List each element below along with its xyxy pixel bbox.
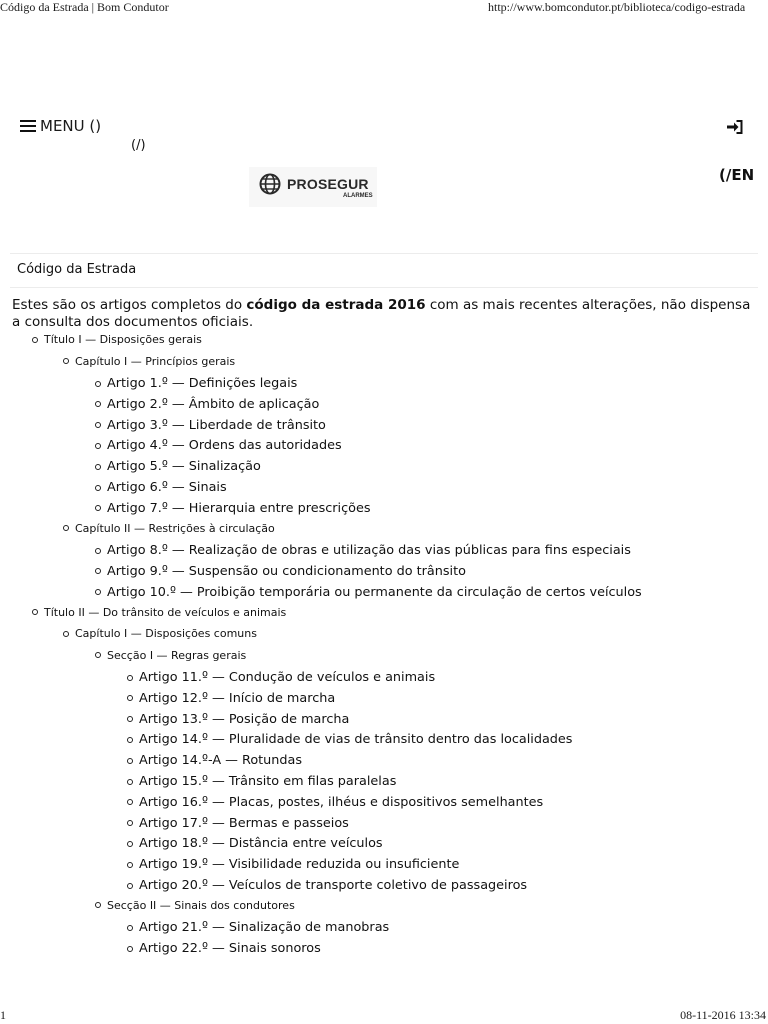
bullet-icon	[95, 401, 101, 407]
toc-line-text: Artigo 22.º — Sinais sonoros	[139, 941, 321, 957]
bullet-icon	[127, 799, 133, 805]
intro-highlight: código da estrada 2016	[246, 297, 426, 313]
bullet-icon	[127, 883, 133, 889]
bullet-icon	[63, 525, 69, 531]
bullet-icon	[95, 568, 101, 574]
toc-article-link[interactable]	[95, 376, 297, 391]
intro-text: Estes são os artigos completos do	[12, 297, 247, 313]
toc-article-link[interactable]	[127, 753, 302, 768]
toc-line-text: Capítulo I — Princípios gerais	[75, 354, 236, 368]
toc-line-text: Artigo 15.º — Trânsito em filas paralelas	[139, 774, 397, 789]
toc-line-text: Artigo 3.º — Liberdade de trânsito	[107, 417, 326, 433]
page-title: Código da Estrada	[17, 262, 137, 277]
bullet-icon	[95, 652, 101, 658]
toc-line-text: Artigo 17.º — Bermas e passeios	[139, 815, 349, 831]
toc-line-text: Artigo 14.º-A — Rotundas	[139, 753, 303, 769]
toc-line-text: Secção II — Sinais dos condutores	[107, 898, 295, 912]
bullet-icon	[95, 485, 101, 491]
toc-article-link[interactable]	[95, 543, 631, 558]
toc-section-link[interactable]	[95, 899, 295, 912]
toc-line-text: Artigo 13.º — Posição de marcha	[139, 711, 350, 727]
divider	[10, 253, 758, 254]
bullet-icon	[95, 548, 101, 554]
toc-article-link[interactable]	[127, 712, 349, 727]
toc-article-link[interactable]	[127, 857, 459, 872]
toc-line-text: Artigo 2.º — Âmbito de aplicação	[107, 396, 320, 412]
toc-line-text: Artigo 21.º — Sinalização de manobras	[139, 920, 390, 936]
bullet-icon	[127, 841, 133, 847]
toc-article-link[interactable]	[127, 774, 396, 789]
toc-line-text: Artigo 20.º — Veículos de transporte coletivo de passageiros	[139, 878, 528, 893]
toc-line-text: Artigo 12.º — Início de marcha	[139, 690, 336, 706]
toc-article-link[interactable]	[95, 585, 642, 600]
toc-line-text: Artigo 10.º — Proibição temporária ou permanente da circulação de certos veículos	[107, 584, 642, 600]
toc-section-link[interactable]	[63, 627, 257, 640]
toc-line-text: Artigo 18.º — Distância entre veículos	[139, 836, 383, 852]
divider	[10, 287, 758, 288]
print-header-url: http://www.bomcondutor.pt/biblioteca/codigo-estrada	[488, 0, 746, 14]
toc-article-link[interactable]	[127, 670, 435, 685]
intro-text-end: com as mais recentes alterações, não dispensa a consulta dos documentos oficiais.	[12, 297, 751, 330]
bullet-icon	[127, 716, 133, 722]
toc-line-text: Artigo 7.º — Hierarquia entre prescrições	[107, 500, 371, 516]
toc-article-link[interactable]	[127, 878, 527, 893]
banner-brand: PROSEGUR	[287, 176, 369, 192]
print-header-title: Código da Estrada | Bom Condutor	[0, 0, 169, 14]
toc-line-text: Capítulo II — Restrições à circulação	[75, 521, 275, 535]
toc-article-link[interactable]	[95, 418, 326, 433]
toc-article-link[interactable]	[127, 691, 335, 706]
print-page-number: 1	[0, 1008, 6, 1022]
banner-subtitle: ALARMES	[343, 193, 373, 199]
intro-paragraph	[12, 297, 762, 331]
toc-article-link[interactable]	[95, 438, 342, 453]
bullet-icon	[127, 758, 133, 764]
bullet-icon	[127, 675, 133, 681]
toc-article-link[interactable]	[95, 459, 261, 474]
bullet-icon	[95, 443, 101, 449]
menu-button[interactable]	[20, 117, 101, 135]
toc-line-text: Secção I — Regras gerais	[107, 648, 247, 662]
bullet-icon	[63, 358, 69, 364]
toc-line-text: Capítulo I — Disposições comuns	[75, 627, 257, 640]
advertisement-banner[interactable]	[249, 167, 377, 207]
menu-label: MENU ()	[40, 117, 102, 135]
toc-article-link[interactable]	[127, 732, 572, 747]
bullet-icon	[95, 505, 101, 511]
toc-line-text: Artigo 1.º — Definições legais	[107, 376, 298, 391]
bullet-icon	[127, 695, 133, 701]
toc-line-text: Artigo 9.º — Suspensão ou condicionamento do trânsito	[107, 563, 466, 579]
toc-section-link[interactable]	[63, 355, 235, 368]
toc-section-link[interactable]	[95, 649, 246, 662]
toc-section-link[interactable]	[32, 333, 202, 346]
toc-line-text: Artigo 11.º — Condução de veículos e animais	[139, 670, 436, 685]
toc-line-text: Artigo 6.º — Sinais	[107, 480, 227, 495]
home-link[interactable]: (/)	[131, 138, 146, 153]
toc-article-link[interactable]	[95, 501, 371, 516]
toc-line-text: Artigo 19.º — Visibilidade reduzida ou insuficiente	[139, 857, 460, 873]
bullet-icon	[63, 631, 69, 637]
bullet-icon	[32, 337, 38, 343]
toc-article-link[interactable]	[95, 480, 227, 495]
bullet-icon	[95, 422, 101, 428]
bullet-icon	[95, 902, 101, 908]
bullet-icon	[95, 589, 101, 595]
bullet-icon	[127, 820, 133, 826]
print-datetime: 08-11-2016 13:34	[680, 1008, 766, 1022]
hamburger-icon	[20, 120, 36, 133]
toc-article-link[interactable]	[95, 397, 319, 412]
bullet-icon	[127, 779, 133, 785]
toc-section-link[interactable]	[63, 522, 275, 535]
toc-article-link[interactable]	[127, 836, 383, 851]
toc-line-text: Artigo 5.º — Sinalização	[107, 459, 261, 475]
bullet-icon	[127, 737, 133, 743]
toc-line-text: Artigo 16.º — Placas, postes, ilhéus e dispositivos semelhantes	[139, 794, 544, 810]
bullet-icon	[95, 381, 101, 387]
toc-line-text: Título II — Do trânsito de veículos e animais	[44, 605, 287, 619]
toc-line-text: Título I — Disposições gerais	[44, 333, 202, 346]
bullet-icon	[32, 609, 38, 615]
toc-article-link[interactable]	[95, 564, 466, 579]
bullet-icon	[95, 464, 101, 470]
sign-in-icon[interactable]	[727, 120, 743, 134]
toc-line-text: Artigo 8.º — Realização de obras e utilização das vias públicas para fins especiais	[107, 543, 631, 559]
toc-article-link[interactable]	[127, 816, 349, 831]
toc-article-link[interactable]	[127, 795, 543, 810]
bullet-icon	[127, 925, 133, 931]
toc-section-link[interactable]	[32, 606, 286, 619]
bullet-icon	[127, 946, 133, 952]
toc-article-link[interactable]	[127, 920, 389, 935]
globe-icon	[259, 173, 281, 195]
bullet-icon	[127, 862, 133, 868]
toc-line-text: Artigo 14.º — Pluralidade de vias de trânsito dentro das localidades	[139, 732, 573, 748]
language-link[interactable]: (/EN	[719, 166, 755, 184]
toc-line-text: Artigo 4.º — Ordens das autoridades	[107, 438, 342, 454]
toc-article-link[interactable]	[127, 941, 321, 956]
